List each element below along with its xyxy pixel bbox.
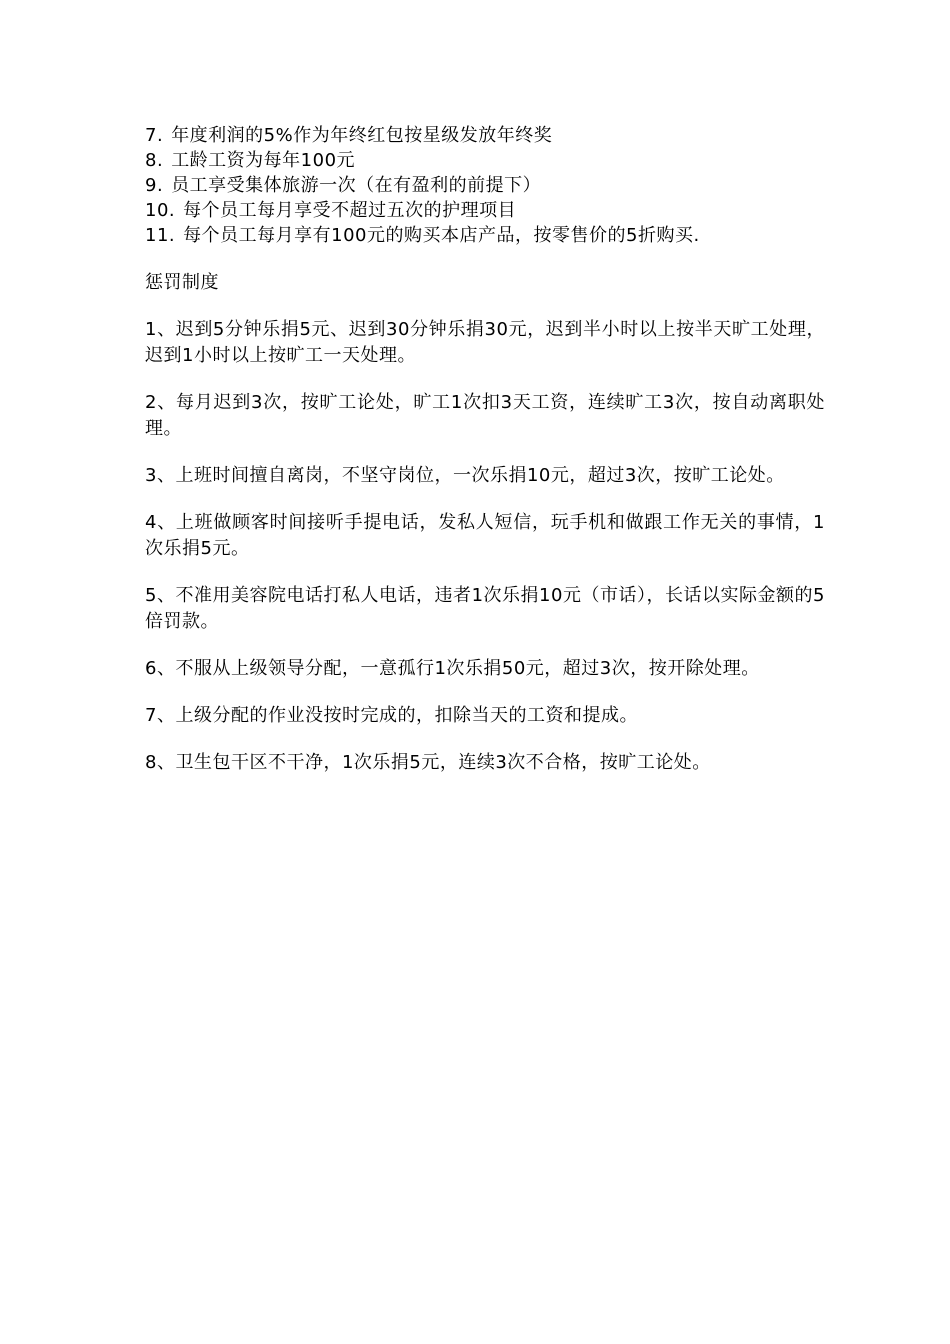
benefit-number: 9. xyxy=(145,175,164,196)
penalty-item: 7、上级分配的作业没按时完成的，扣除当天的工资和提成。 xyxy=(145,705,638,726)
benefit-text: 每个员工每月享有100元的购买本店产品，按零售价的5折购买. xyxy=(183,225,700,246)
penalty-item: 2、每月迟到3次，按旷工论处，旷工1次扣3天工资，连续旷工3次，按自动离职处理。 xyxy=(145,392,825,439)
benefit-number: 10. xyxy=(145,200,176,221)
benefit-number: 8. xyxy=(145,150,164,171)
benefit-text: 工龄工资为每年100元 xyxy=(171,150,356,171)
benefit-text: 员工享受集体旅游一次（在有盈利的前提下） xyxy=(171,175,542,196)
penalty-item: 1、迟到5分钟乐捐5元、迟到30分钟乐捐30元，迟到半小时以上按半天旷工处理，迟到1小时以上按旷工一天处理。 xyxy=(145,319,825,366)
document-content xyxy=(145,123,825,776)
penalty-item: 5、不准用美容院电话打私人电话，违者1次乐捐10元（市话），长话以实际金额的5倍罚款。 xyxy=(145,585,825,632)
penalty-section-title: 惩罚制度 xyxy=(145,272,219,293)
penalty-item: 8、卫生包干区不干净，1次乐捐5元，连续3次不合格，按旷工论处。 xyxy=(145,752,711,773)
benefit-number: 11. xyxy=(145,225,176,246)
benefit-item xyxy=(145,198,825,223)
benefit-list xyxy=(145,123,825,248)
penalty-list xyxy=(145,317,825,776)
benefit-number: 7. xyxy=(145,125,164,146)
benefit-item xyxy=(145,148,825,173)
penalty-item: 3、上班时间擅自离岗，不坚守岗位，一次乐捐10元，超过3次，按旷工论处。 xyxy=(145,465,785,486)
penalty-item: 4、上班做顾客时间接听手提电话，发私人短信，玩手机和做跟工作无关的事情，1次乐捐5元。 xyxy=(145,512,825,559)
benefit-text: 每个员工每月享受不超过五次的护理项目 xyxy=(183,200,517,221)
benefit-item xyxy=(145,173,825,198)
benefit-item xyxy=(145,223,825,248)
benefit-text: 年度利润的5%作为年终红包按星级发放年终奖 xyxy=(171,125,553,146)
penalty-item: 6、不服从上级领导分配，一意孤行1次乐捐50元，超过3次，按开除处理。 xyxy=(145,658,760,679)
benefit-item xyxy=(145,123,825,148)
